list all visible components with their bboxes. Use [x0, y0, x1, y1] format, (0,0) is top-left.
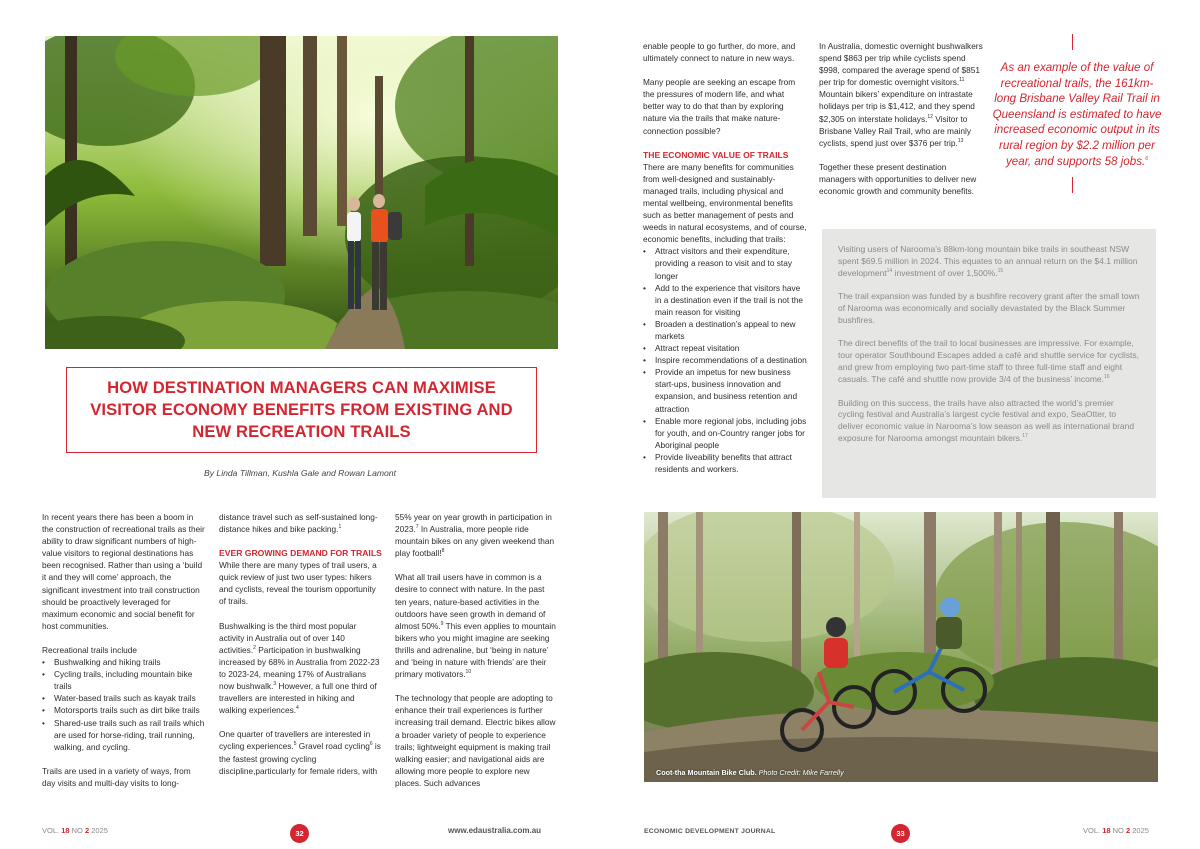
left-column-3	[395, 511, 558, 801]
caption-title: Coot-tha Mountain Bike Club.	[656, 768, 757, 777]
paragraph: The technology that people are adopting to enhance their trail experiences is further increasing trail demand. Electric bikes allow a broader variety of people to experience trails; lightweight equipment is making trail walking easier; and navigational aids are allowing more people to explore new places. Such advances	[395, 693, 556, 788]
paragraph: Gravel road cycling	[296, 741, 370, 752]
rainforest-hikers-photo	[45, 36, 558, 349]
paragraph: In Australia, more people ride mountain bikes on any given weekend than play football!	[395, 524, 555, 559]
footnote-ref: 3	[273, 681, 277, 688]
vol-label: VOL.	[42, 826, 60, 835]
footnote-ref: 6	[1145, 155, 1148, 162]
footnote-ref: 14	[886, 267, 893, 274]
list-item: • Attract visitors and their expenditure, providing a reason to visit and to stay longer	[643, 245, 807, 281]
left-column-1	[42, 511, 205, 801]
footnote-ref: 9	[440, 620, 444, 627]
paragraph: However, a full one third of travellers are interested in hiking and walking experiences.	[219, 681, 377, 716]
no-label: NO	[1112, 826, 1124, 835]
vol-label: VOL.	[1083, 826, 1101, 835]
paragraph: In Australia, domestic overnight bushwalkers spend $863 per trip while cyclists spend $998, compared the average spend of $851 per trip for domestic overnight visitors.	[819, 41, 983, 88]
paragraph: investment of over 1,500%.	[892, 267, 998, 278]
paragraph: Building on this success, the trails have also attracted the world’s premier cycling festival and Australia’s largest cycle festival and expo, SeaOtter, to deliver economic value in Narooma’s low season as well as international brand exposure for Narooma amongst mountain bikers.	[838, 397, 1135, 444]
paragraph: The direct benefits of the trail to local businesses are impressive. For example, tour operator Southbound Escapes added a café and shuttle service for cyclists, and grew from employing two part-time staff to three full-time staff and eight casuals. The café and shuttle now provide 3/4 of the business’ income.	[838, 338, 1139, 385]
list-item: • Attract repeat visitation	[643, 342, 807, 354]
pull-quote	[992, 34, 1162, 193]
list-item: • Shared-use trails such as rail trails which are used for horse-riding, trail running, walking, and cycling.	[42, 717, 205, 753]
paragraph: Participation in bushwalking increased by 68% in Australia from 2022-23 to 2023-24, meaning 17% of Australians now bushwalk.	[219, 644, 380, 692]
trail-types-list	[42, 656, 205, 753]
footnote-ref: 13	[957, 137, 964, 144]
list-item: • Provide an impetus for new business start-ups, business innovation and expansion, and business retention and attraction	[643, 366, 807, 414]
issue-number: 2	[84, 826, 90, 835]
mountain-bikers-photo	[644, 512, 1158, 782]
footnote-ref: 6	[369, 741, 373, 748]
left-column-2	[219, 511, 382, 789]
year: 2025	[91, 826, 108, 835]
footnote-ref: 11	[959, 77, 965, 84]
paragraph: This even applies to mountain bikers who you might imagine are seeking thrills and adrenaline, but ‘being in nature’ and ‘being in nature with friends’ are their primary motivators.	[395, 620, 556, 680]
footnote-ref: 1	[338, 524, 342, 531]
paragraph: Many people are seeking an escape from the pressures of modern life, and what better way to do that than by exploring nature via the trails that make nature-connection possible?	[643, 77, 796, 136]
paragraph: enable people to go further, do more, and ultimately connect to nature in new ways.	[643, 41, 796, 64]
byline: By Linda Tillman, Kushla Gale and Rowan Lamont	[204, 468, 396, 478]
paragraph: Mountain bikers’ expenditure on intrastate holidays per trip is $1,412, and they spend $2,305 on interstate holidays.	[819, 89, 975, 124]
right-column-1	[643, 40, 807, 487]
paragraph: Visitor to Brisbane Valley Rail Trail, who are mainly cyclists, spend just over $376 per trip.	[819, 113, 972, 148]
footnote-ref: 15	[997, 267, 1004, 274]
article-title-box	[66, 367, 537, 453]
list-item: • Water-based trails such as kayak trails	[42, 692, 205, 704]
paragraph: distance travel such as self-sustained long-distance hikes and bike packing.	[219, 512, 378, 535]
footnote-ref: 16	[1104, 374, 1110, 381]
paragraph: While there are many types of trail users, a quick review of just two user types: hikers and cyclists, reveal the tourism opportunity of trails.	[219, 560, 377, 607]
article-title: HOW DESTINATION MANAGERS CAN MAXIMISE VISITOR ECONOMY BENEFITS FROM EXISTING AND NEW RECREATION TRAILS	[90, 378, 513, 441]
trail-benefits-list	[643, 245, 807, 475]
footnote-ref: 10	[465, 669, 472, 676]
paragraph: What all trail users have in common is a desire to connect with nature. In the past ten years, nature-based activities in the outdoors have seen growth in demand of almost 50%.	[395, 572, 546, 631]
footnote-ref: 7	[415, 524, 419, 531]
list-item: • Enable more regional jobs, including jobs for youth, and on-Country ranger jobs for Aboriginal people	[643, 415, 807, 451]
list-item: • Motorsports trails such as dirt bike trails	[42, 704, 205, 716]
left-footer-volume	[42, 826, 108, 835]
paragraph: 55% year on year growth in participation in 2023.	[395, 512, 552, 535]
footnote-ref: 5	[293, 741, 297, 748]
list-item: • Broaden a destination’s appeal to new markets	[643, 318, 807, 342]
photo-caption	[656, 768, 844, 777]
journal-name: ECONOMIC DEVELOPMENT JOURNAL	[644, 828, 776, 835]
section-heading-economic-value: THE ECONOMIC VALUE OF TRAILS	[643, 149, 789, 160]
list-item: • Inspire recommendations of a destination	[643, 354, 807, 366]
pull-quote-text: As an example of the value of recreational trails, the 161km-long Brisbane Valley Rail Trail in Queensland is estimated to have increased economic output in its rural region by $2.2 million per year, and supports 58 jobs.	[992, 61, 1162, 168]
intro-paragraph: In recent years there has been a boom in the construction of recreational trails as their ability to draw significant numbers of high-value visitors to regional destinations has been recognised. Rather than using a ‘build it and they will come’ approach, the significant investment into trail construction should be proactively leveraged for maximum economic and social benefit for host communities.	[42, 512, 205, 631]
list-item: • Provide liveability benefits that attract residents and workers.	[643, 451, 807, 475]
case-study-panel	[822, 229, 1156, 498]
pull-quote-rule-bottom	[1072, 177, 1073, 193]
footnote-ref: 4	[296, 705, 299, 712]
page-number: 32	[290, 824, 309, 843]
paragraph: Trails are used in a variety of ways, from day visits and multi-day visits to long-	[42, 765, 191, 788]
year: 2025	[1132, 826, 1149, 835]
paragraph: is the fastest growing cycling discipline,particularly for female riders, with	[219, 741, 381, 776]
right-footer-volume	[1083, 826, 1149, 835]
trails-list-intro: Recreational trails include	[42, 644, 138, 655]
pull-quote-rule-top	[1072, 34, 1073, 50]
footnote-ref: 17	[1022, 433, 1028, 440]
website-url[interactable]: www.edaustralia.com.au	[448, 826, 542, 835]
right-page	[600, 0, 1200, 849]
right-column-2	[819, 40, 983, 209]
page-number: 33	[891, 824, 910, 843]
issue-number: 2	[1125, 826, 1131, 835]
list-item: • Bushwalking and hiking trails	[42, 656, 205, 668]
footnote-ref: 8	[441, 548, 445, 555]
photo-credit: Photo Credit: Mike Farrelly	[756, 768, 844, 777]
section-heading-demand: EVER GROWING DEMAND FOR TRAILS	[219, 548, 382, 559]
list-item: • Add to the experience that visitors have in a destination even if the trail is not the main reason for visiting	[643, 282, 807, 318]
vol-number: 18	[61, 826, 70, 835]
no-label: NO	[71, 826, 83, 835]
footnote-ref: 2	[253, 644, 256, 651]
paragraph: There are many benefits for communities from well-designed and sustainably-managed trails, including physical and mental wellbeing, environmental benefits such as better management of pests and weeds in natural ecosystems, and of course, economic benefits, including that trails:	[643, 161, 807, 245]
paragraph: One quarter of travellers are interested in cycling experiences.	[219, 729, 371, 752]
footnote-ref: 12	[927, 113, 933, 120]
paragraph: The trail expansion was funded by a bushfire recovery grant after the small town of Narooma was economically and socially devastated by the Black Summer bushfires.	[838, 291, 1140, 326]
paragraph: Together these present destination managers with opportunities to deliver new economic growth and community benefits.	[819, 161, 977, 197]
vol-number: 18	[1102, 826, 1111, 835]
paragraph: Bushwalking is the third most popular activity in Australia out of over 140 activities.	[219, 620, 357, 655]
paragraph: Visiting users of Narooma’s 88km-long mountain bike trails in southeast NSW spent $69.5 million in 2024. This equates to an annual return on the $4.1 million development	[838, 244, 1138, 278]
list-item: • Cycling trails, including mountain bike trails	[42, 668, 205, 692]
